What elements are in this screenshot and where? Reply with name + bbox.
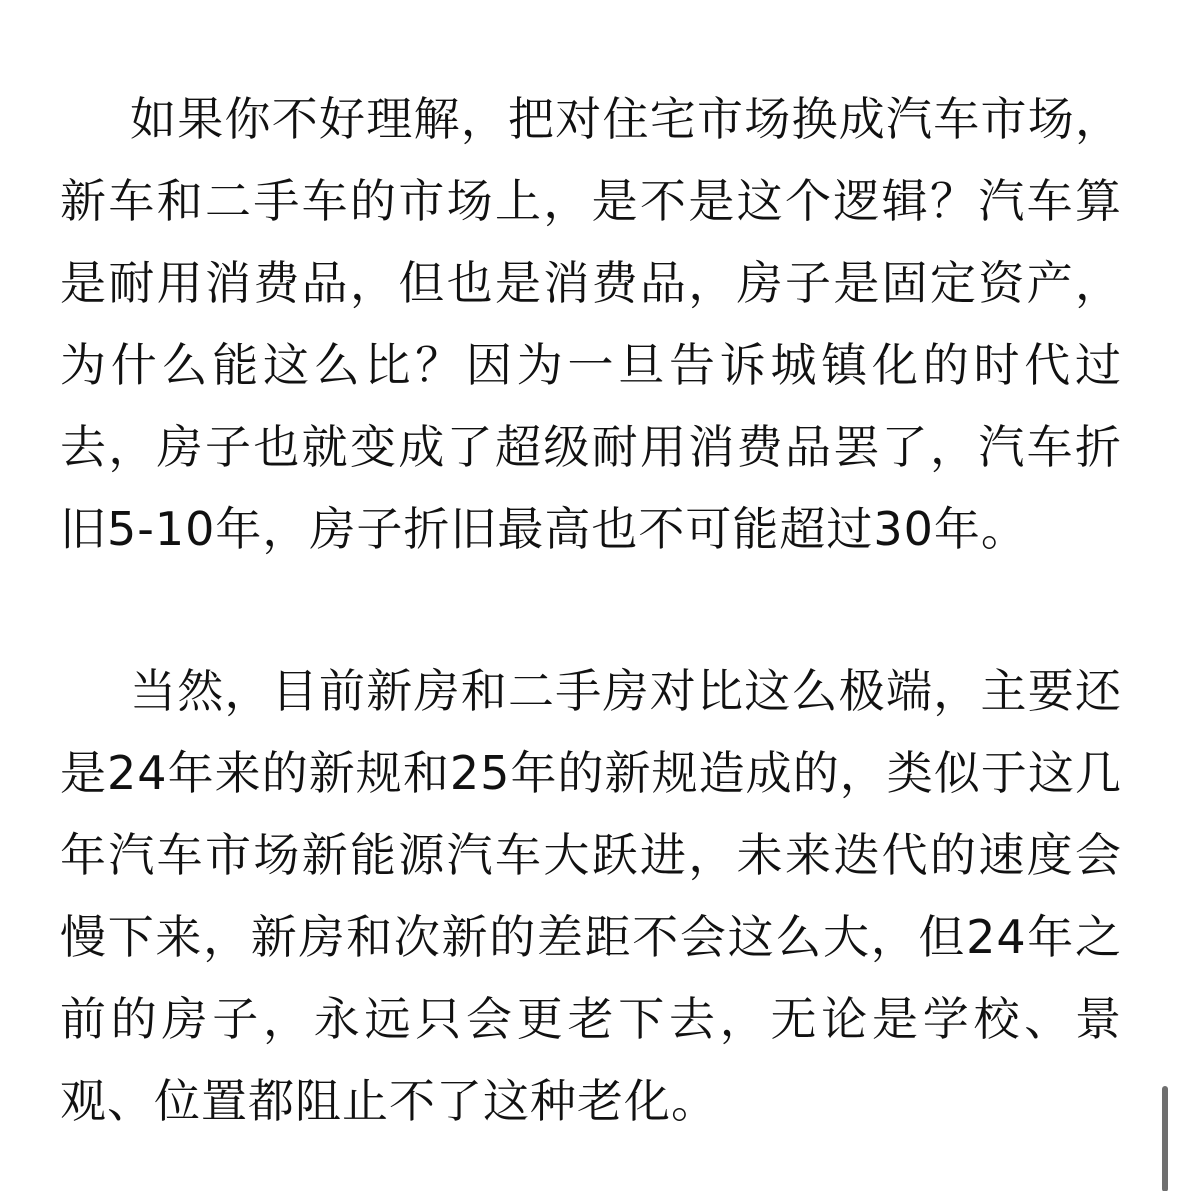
paragraph-car-market-analogy: 如果你不好理解，把对住宅市场换成汽车市场，新车和二手车的市场上，是不是这个逻辑？汽车算是耐用消费品，但也是消费品，房子是固定资产，为什么能这么比？因为一旦告诉城镇化的时代过去，房子也就变成了超级耐用消费品罢了，汽车折旧5-10年，房子折旧最高也不可能超过30年。 (60, 92, 1122, 556)
article-body (60, 78, 1122, 1142)
scrollbar-thumb[interactable] (1162, 1086, 1168, 1191)
paragraph-new-regulations: 当然，目前新房和二手房对比这么极端，主要还是24年来的新规和25年的新规造成的，类似于这几年汽车市场新能源汽车大跃进，未来迭代的速度会慢下来，新房和次新的差距不会这么大，但24年之前的房子，永远只会更老下去，无论是学校、景观、位置都阻止不了这种老化。 (60, 664, 1122, 1128)
